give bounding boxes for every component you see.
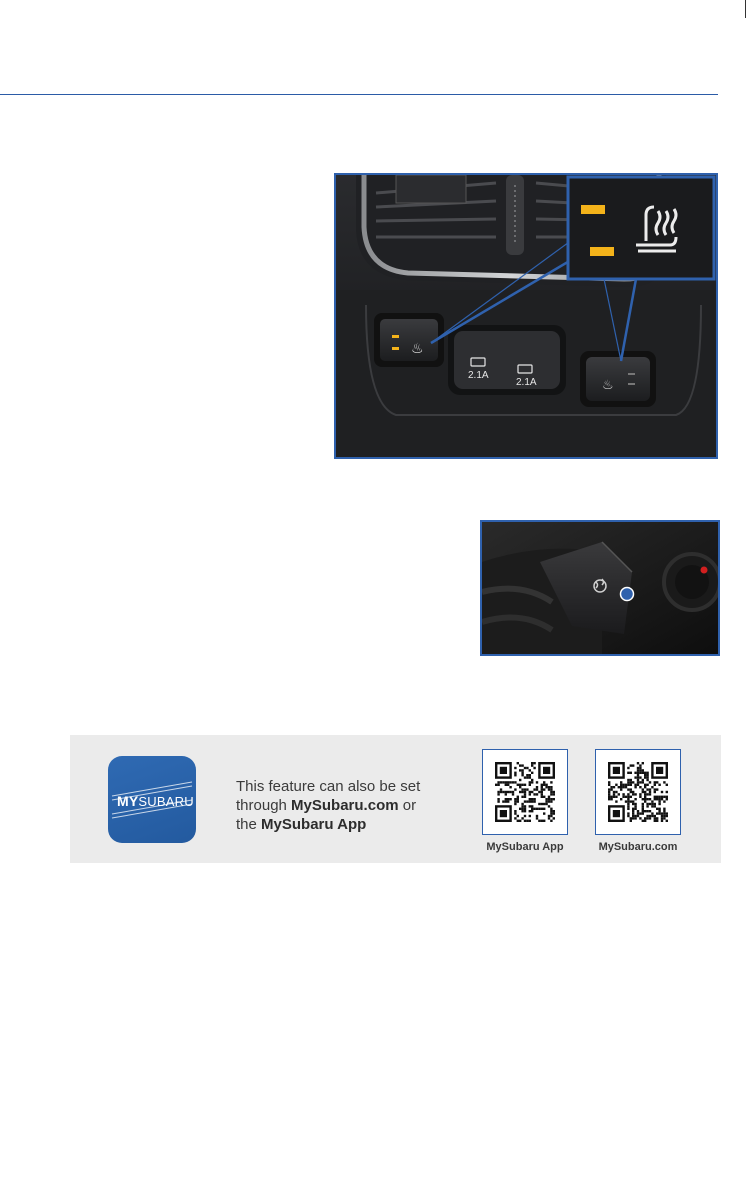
info-line: the MySubaru App: [236, 816, 367, 833]
crop-mark: [745, 0, 746, 18]
qr-code-icon: [495, 762, 555, 822]
usb-port-label: 2.1A: [516, 377, 537, 388]
info-line: This feature can also be set: [236, 778, 421, 795]
svg-text:♨: ♨: [411, 341, 424, 357]
qr-caption-app: MySubaru App: [486, 841, 564, 853]
mysubaru-app-text: MySubaru App: [261, 816, 367, 833]
indicator-light: [590, 247, 614, 256]
mysubaru-info-box: [70, 735, 721, 863]
mysubaru-com-link-text: MySubaru.com: [291, 797, 399, 814]
callout-marker: [621, 588, 634, 601]
qr-code-icon: [608, 762, 668, 822]
indicator-light: [581, 205, 605, 214]
info-text: [236, 777, 456, 834]
svg-text:♨: ♨: [602, 378, 614, 393]
mysubaru-app-icon: [108, 756, 196, 843]
qr-code-app[interactable]: [482, 749, 568, 835]
qr-code-site[interactable]: [595, 749, 681, 835]
app-logo-text: MYSUBARU: [117, 793, 194, 809]
usb-port-label: 2.1A: [468, 370, 489, 381]
info-line: through MySubaru.com or: [236, 797, 417, 814]
steering-heater-photo: [480, 520, 720, 656]
rear-console-photo: [334, 173, 718, 459]
qr-caption-site: MySubaru.com: [598, 841, 678, 853]
header-rule: [0, 94, 718, 95]
